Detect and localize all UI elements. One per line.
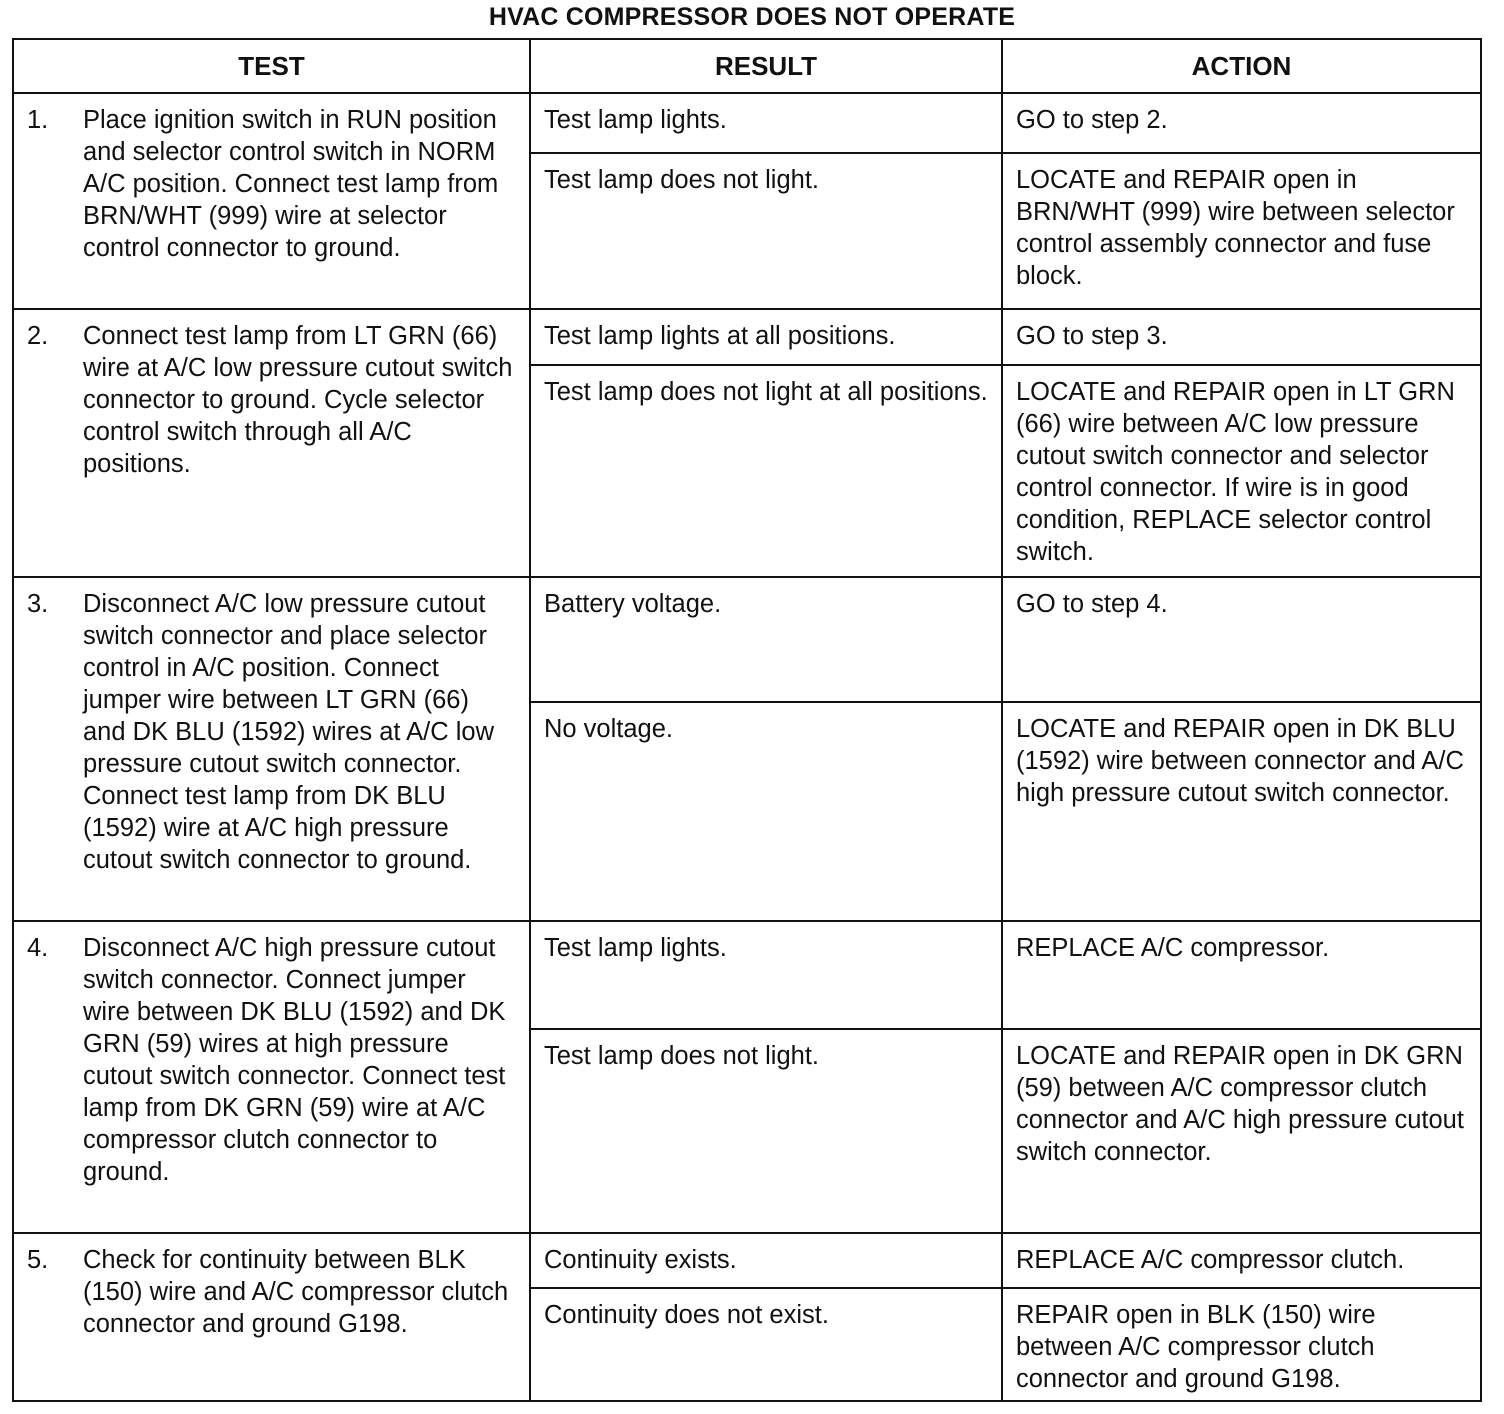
action-cell: LOCATE and REPAIR open in LT GRN (66) wire between A/C low pressure cutout switch connector and selector control connector. If wire is in good condition, REPLACE selector control switch. [1002, 365, 1481, 577]
test-text: Disconnect A/C low pressure cutout switch connector and place selector control in A/C position. Connect jumper wire between LT GRN (66) and DK BLU (1592) wires at A/C low pressure cutout switch connector. Connect test lamp from DK BLU (1592) wire at A/C high pressure cutout switch connector to ground. [83, 590, 495, 874]
table-row [13, 93, 1481, 153]
test-cell [13, 577, 530, 921]
test-text: Place ignition switch in RUN position and selector control switch in NORM A/C position. Connect test lamp from BRN/WHT (999) wire at selector control connector to ground. [83, 106, 499, 262]
test-text: Disconnect A/C high pressure cutout switch connector. Connect jumper wire between DK BLU (1592) and DK GRN (59) wires at high pressure cutout switch connector. Connect test lamp from DK GRN (59) wire at A/C compressor clutch connector to ground. [83, 934, 506, 1186]
result-cell: Test lamp does not light. [530, 1029, 1002, 1233]
result-cell: Test lamp does not light. [530, 153, 1002, 309]
result-cell: Test lamp lights. [530, 921, 1002, 1029]
table-row [13, 921, 1481, 1029]
test-cell [13, 1233, 530, 1401]
header-action: ACTION [1002, 39, 1481, 93]
header-row [13, 39, 1481, 93]
table-row [13, 309, 1481, 365]
test-text: Connect test lamp from LT GRN (66) wire at A/C low pressure cutout switch connector to ground. Cycle selector control switch through all A/C positions. [83, 322, 513, 478]
result-cell: Battery voltage. [530, 577, 1002, 702]
action-cell: REPLACE A/C compressor clutch. [1002, 1233, 1481, 1288]
action-cell: REPLACE A/C compressor. [1002, 921, 1481, 1029]
header-result: RESULT [530, 39, 1002, 93]
action-cell: GO to step 2. [1002, 93, 1481, 153]
step-number: 1. [27, 106, 49, 134]
action-cell: GO to step 4. [1002, 577, 1481, 702]
result-cell: Continuity exists. [530, 1233, 1002, 1288]
table-row [13, 577, 1481, 702]
result-cell: Test lamp lights at all positions. [530, 309, 1002, 365]
page-title: HVAC COMPRESSOR DOES NOT OPERATE [488, 3, 1016, 31]
action-cell: GO to step 3. [1002, 309, 1481, 365]
table-row [13, 1233, 1481, 1288]
test-cell [13, 93, 530, 309]
action-cell: LOCATE and REPAIR open in DK BLU (1592) wire between connector and A/C high pressure cutout switch connector. [1002, 702, 1481, 921]
test-text: Check for continuity between BLK (150) wire and A/C compressor clutch connector and ground G198. [83, 1246, 509, 1338]
action-cell: REPAIR open in BLK (150) wire between A/C compressor clutch connector and ground G198. [1002, 1288, 1481, 1401]
result-cell: Test lamp does not light at all positions. [530, 365, 1002, 577]
step-number: 2. [27, 322, 49, 350]
result-cell: Continuity does not exist. [530, 1288, 1002, 1401]
action-cell: LOCATE and REPAIR open in DK GRN (59) between A/C compressor clutch connector and A/C high pressure cutout switch connector. [1002, 1029, 1481, 1233]
result-cell: Test lamp lights. [530, 93, 1002, 153]
header-test: TEST [13, 39, 530, 93]
test-cell [13, 309, 530, 577]
step-number: 5. [27, 1246, 49, 1274]
result-cell: No voltage. [530, 702, 1002, 921]
diagnostic-table [12, 38, 1482, 1402]
action-cell: LOCATE and REPAIR open in BRN/WHT (999) wire between selector control assembly connector and fuse block. [1002, 153, 1481, 309]
step-number: 3. [27, 590, 49, 618]
test-cell [13, 921, 530, 1233]
step-number: 4. [27, 934, 49, 962]
